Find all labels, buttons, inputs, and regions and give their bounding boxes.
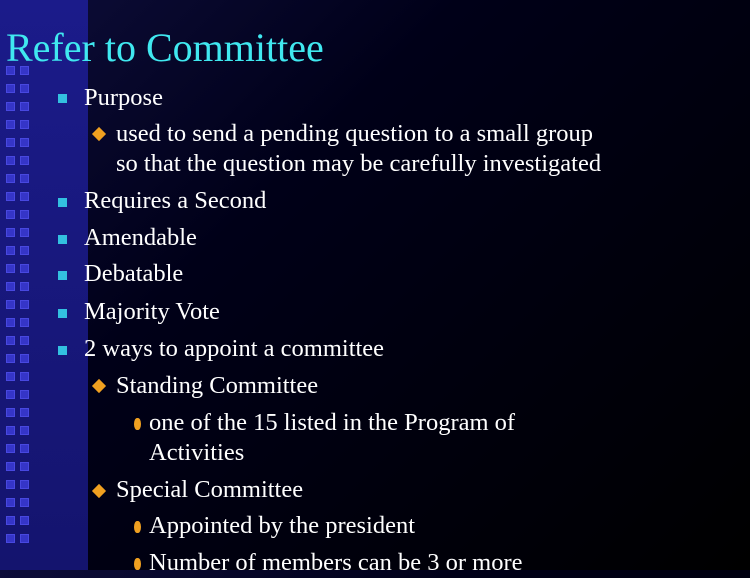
list-item-amendable: Amendable xyxy=(84,224,197,251)
diamond-bullet-icon xyxy=(92,484,106,498)
list-item-standing: Standing Committee xyxy=(116,372,319,399)
list-item-purpose-detail-cont: so that the question may be carefully investigated xyxy=(116,150,602,177)
list-item-purpose: Purpose xyxy=(84,84,163,111)
slide-title: Refer to Committee xyxy=(6,25,324,70)
diamond-bullet-icon xyxy=(92,379,106,393)
square-bullet-icon xyxy=(58,198,67,207)
decorative-squares-left xyxy=(6,66,16,552)
list-item-special: Special Committee xyxy=(116,476,304,503)
square-bullet-icon xyxy=(58,309,67,318)
list-item-appoint: 2 ways to appoint a committee xyxy=(84,335,385,362)
oval-bullet-icon xyxy=(134,521,141,533)
list-item-second: Requires a Second xyxy=(84,187,267,214)
list-item-majority-vote: Majority Vote xyxy=(84,298,220,325)
list-item-debatable: Debatable xyxy=(84,260,184,287)
square-bullet-icon xyxy=(58,94,67,103)
decorative-squares-right xyxy=(20,66,30,552)
oval-bullet-icon xyxy=(134,558,141,570)
diamond-bullet-icon xyxy=(92,127,106,141)
list-item-special-members: Number of members can be 3 or more xyxy=(149,549,523,576)
list-item-special-detail: Appointed by the president xyxy=(149,512,416,539)
list-item-standing-detail: one of the 15 listed in the Program of xyxy=(149,409,516,436)
square-bullet-icon xyxy=(58,235,67,244)
list-item-purpose-detail: used to send a pending question to a small group xyxy=(116,120,593,147)
list-item-standing-detail-cont: Activities xyxy=(149,439,245,466)
square-bullet-icon xyxy=(58,346,67,355)
square-bullet-icon xyxy=(58,271,67,280)
oval-bullet-icon xyxy=(134,418,141,430)
